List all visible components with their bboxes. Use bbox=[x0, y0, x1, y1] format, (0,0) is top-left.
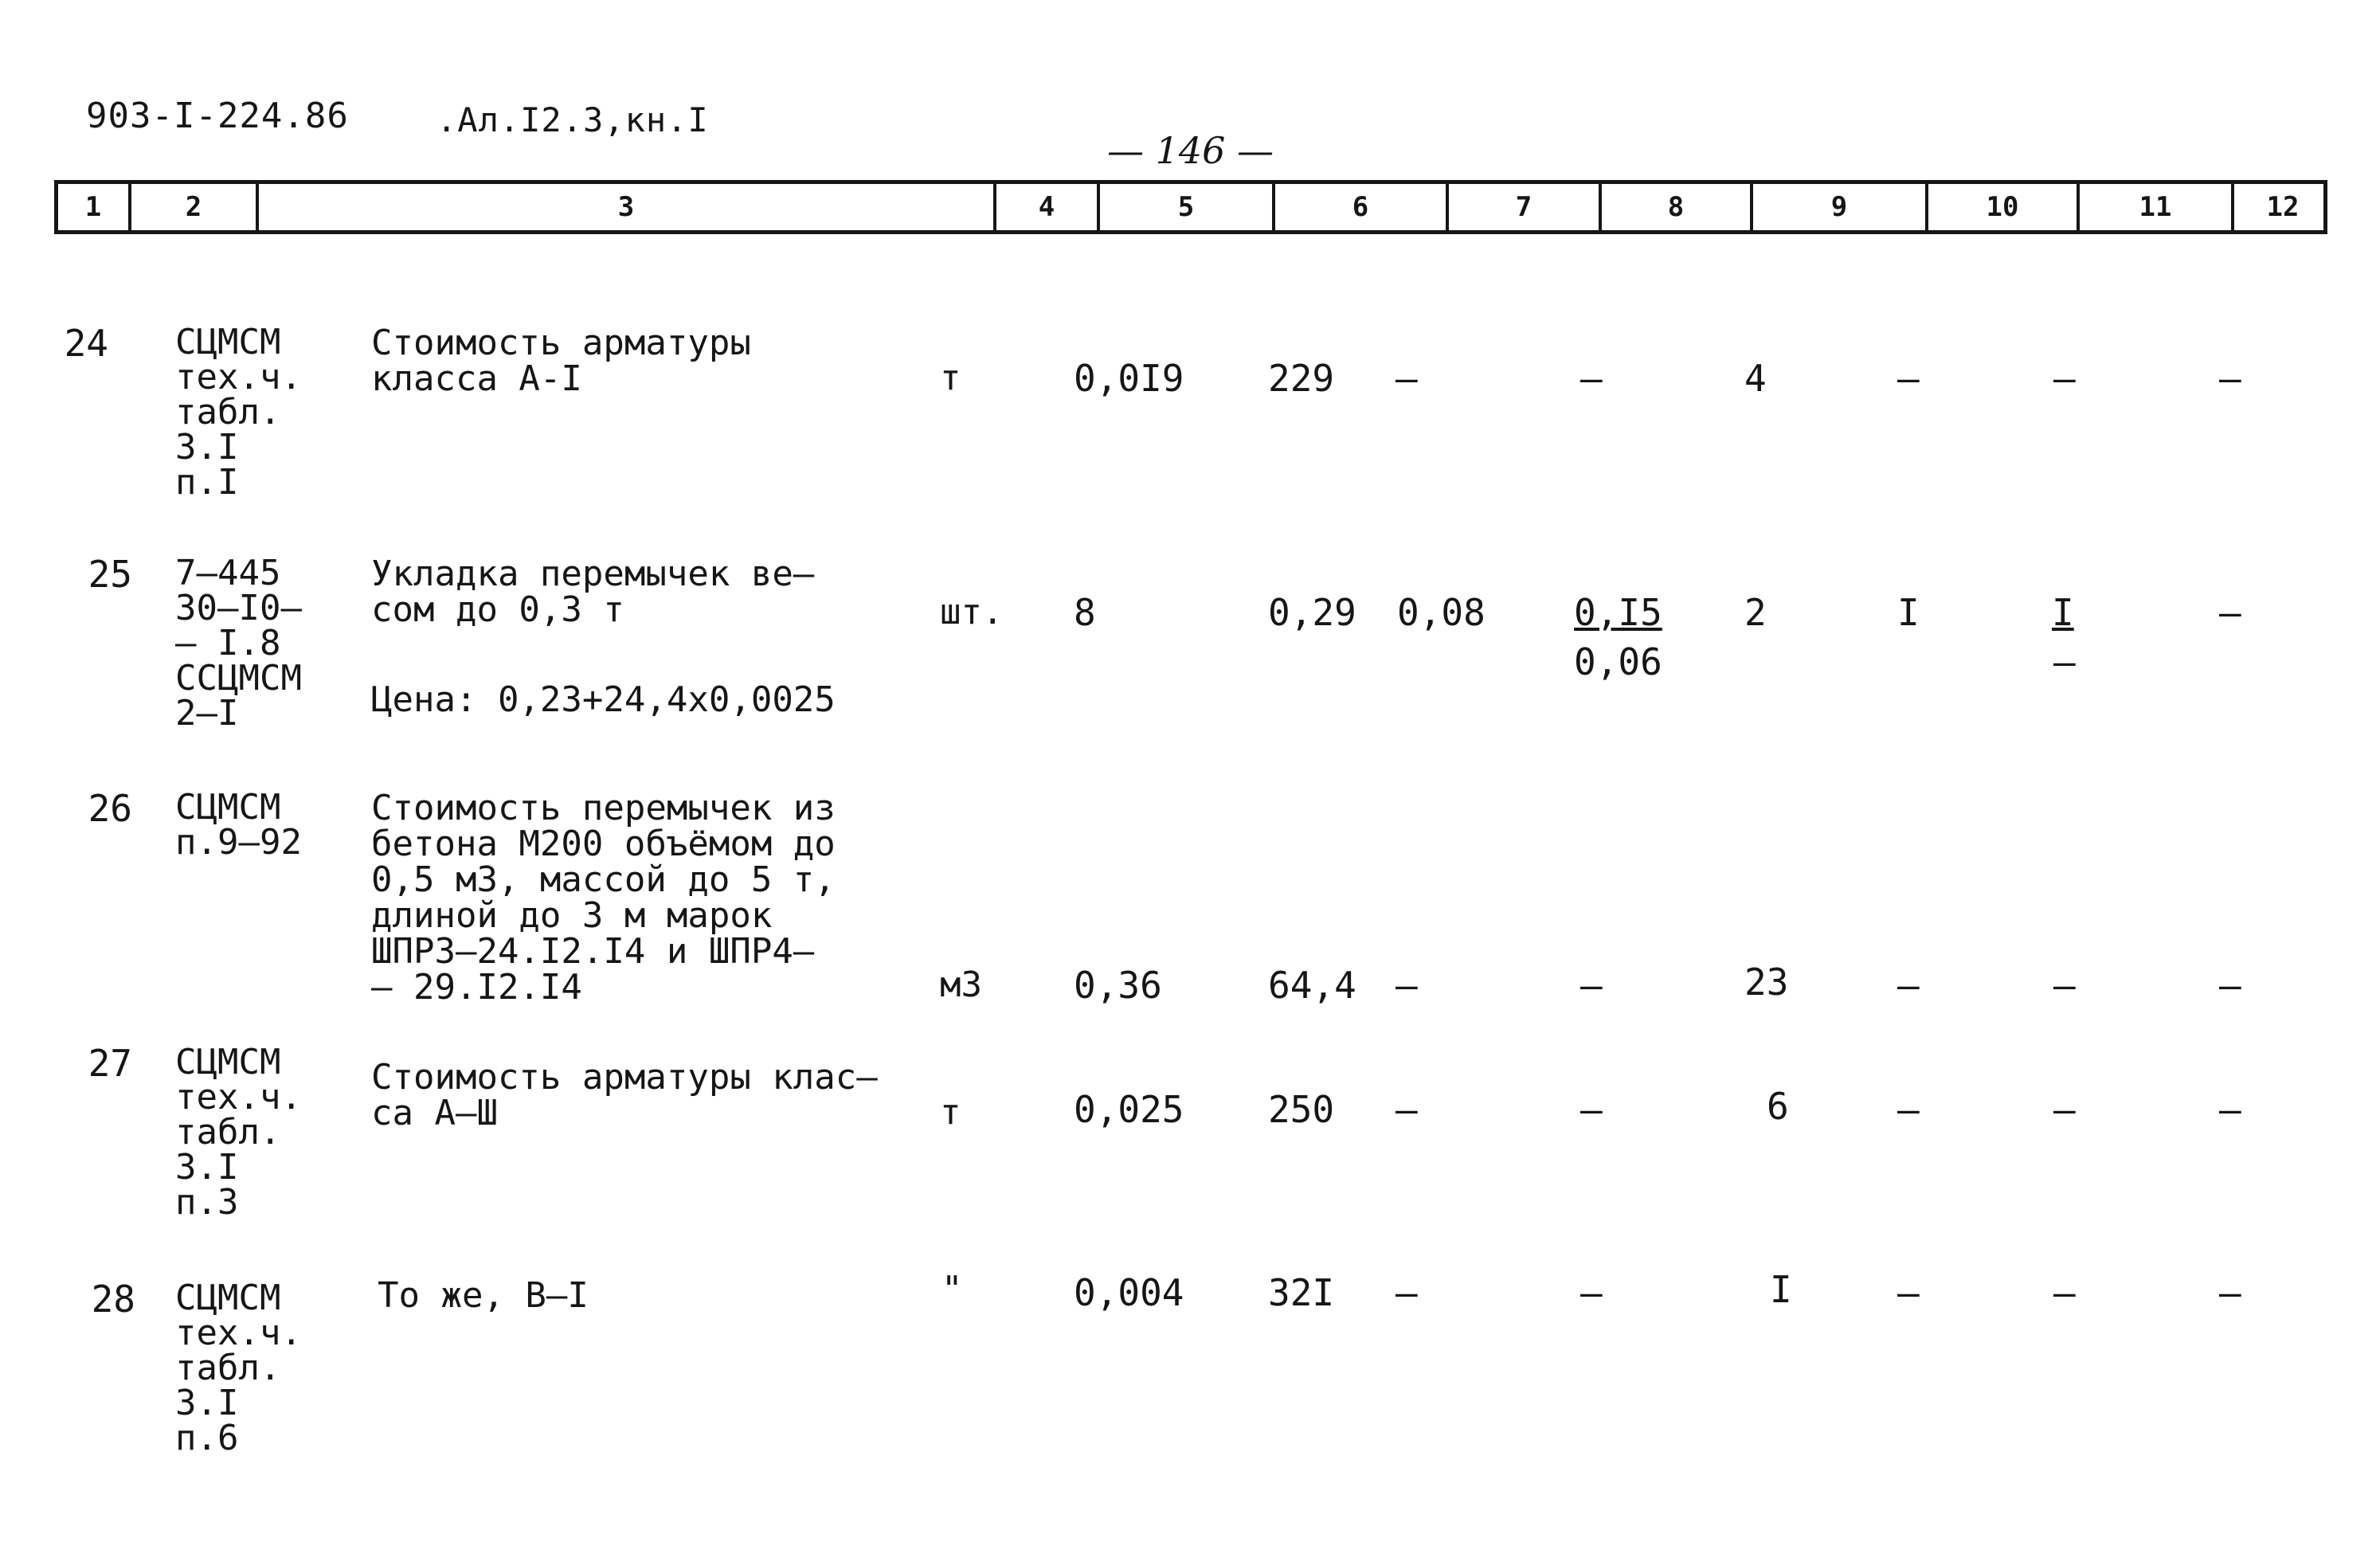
col-header-12: 12 bbox=[2266, 191, 2300, 223]
row-col7: – bbox=[1396, 357, 1418, 400]
row-col6: 64,4 bbox=[1268, 964, 1356, 1007]
doc-code: 903-I-224.86 bbox=[86, 96, 349, 136]
col-header-6: 6 bbox=[1275, 184, 1449, 230]
row-col12: – bbox=[2219, 1271, 2241, 1314]
row-col8: – bbox=[1580, 964, 1603, 1007]
row-unit: т bbox=[940, 1092, 961, 1133]
row-description: Стоимость арматуры класса А-I bbox=[371, 323, 751, 399]
col-header-2: 2 bbox=[131, 184, 259, 230]
row-code: СЦМСМ п.9–92 bbox=[175, 787, 302, 863]
row-col8: 0,I5 bbox=[1574, 591, 1662, 634]
row-number: 27 bbox=[88, 1042, 132, 1085]
row-unit: м3 bbox=[940, 965, 982, 1005]
row-col6: 0,29 bbox=[1268, 591, 1356, 634]
row-col6: 32I bbox=[1268, 1271, 1335, 1314]
row-number: 24 bbox=[64, 322, 108, 365]
row-price-note: Цена: 0,23+24,4х0,0025 bbox=[371, 679, 836, 720]
row-unit: " bbox=[941, 1269, 963, 1309]
row-description: Укладка перемычек ве– сом до 0,3 т bbox=[371, 554, 815, 630]
row-col8: – bbox=[1580, 1088, 1603, 1131]
row-col10: – bbox=[1897, 964, 1920, 1007]
row-col11: – bbox=[2053, 357, 2076, 400]
row-col9: I bbox=[1770, 1268, 1792, 1311]
column-header-row bbox=[54, 180, 2327, 234]
row-col7: – bbox=[1396, 1088, 1418, 1131]
row-col9: 6 bbox=[1767, 1085, 1789, 1128]
row-col10: – bbox=[1897, 1088, 1920, 1131]
row-description: Стоимость арматуры клас– са А–Ш bbox=[371, 1057, 878, 1133]
row-number: 25 bbox=[88, 553, 132, 596]
row-col8: – bbox=[1580, 1271, 1603, 1314]
col-header-1: 1 bbox=[58, 184, 131, 230]
row-col5: 8 bbox=[1074, 591, 1096, 634]
row-unit: т bbox=[940, 358, 961, 398]
row-col7: 0,08 bbox=[1397, 591, 1486, 634]
row-col11-lower: – bbox=[2053, 640, 2076, 683]
col-header-4: 4 bbox=[996, 184, 1100, 230]
row-description: То же, В–I bbox=[378, 1275, 589, 1316]
row-col5: 0,004 bbox=[1074, 1271, 1184, 1314]
row-col7: – bbox=[1396, 1271, 1418, 1314]
col-header-5: 5 bbox=[1100, 184, 1275, 230]
row-col7: – bbox=[1396, 964, 1418, 1007]
page-number: — 146 — bbox=[1107, 129, 1274, 172]
row-number: 28 bbox=[91, 1278, 135, 1321]
doc-reference: .Ал.I2.3,кн.I bbox=[436, 100, 709, 139]
row-col10: – bbox=[1897, 1271, 1920, 1314]
col-header-3: 3 bbox=[259, 184, 996, 230]
row-col9: 23 bbox=[1744, 961, 1789, 1004]
row-col5: 0,36 bbox=[1074, 964, 1162, 1007]
row-col12: – bbox=[2219, 964, 2241, 1007]
row-col10: I bbox=[1897, 591, 1920, 634]
row-col9: 4 bbox=[1744, 357, 1767, 400]
row-code: СЦМСМ тех.ч. табл. 3.I п.3 bbox=[175, 1042, 302, 1223]
row-number: 26 bbox=[88, 787, 132, 830]
row-col12: – bbox=[2219, 1088, 2241, 1131]
row-unit: шт. bbox=[940, 592, 1004, 632]
row-col6: 250 bbox=[1268, 1088, 1335, 1131]
row-code: СЦМСМ тех.ч. табл. 3.I п.I bbox=[175, 322, 302, 503]
row-code: 7–445 30–I0– – I.8 ССЦМСМ 2–I bbox=[175, 553, 302, 734]
row-col11: – bbox=[2053, 1088, 2076, 1131]
col-header-8: 8 bbox=[1602, 184, 1753, 230]
col-header-7: 7 bbox=[1449, 184, 1602, 230]
row-col5: 0,0I9 bbox=[1074, 357, 1184, 400]
row-col11: – bbox=[2053, 964, 2076, 1007]
row-col11: I bbox=[2052, 591, 2074, 634]
row-description: Стоимость перемычек из бетона М200 объёмом до 0,5 м3, массой до 5 т, длиной до 3 м марок ШПР3–24.I2.I4 и ШПР4– – 29.I2.I4 bbox=[371, 788, 836, 1008]
row-col9: 2 bbox=[1744, 591, 1767, 634]
row-col8-lower: 0,06 bbox=[1574, 640, 1662, 683]
row-col12: – bbox=[2219, 591, 2241, 634]
row-col6: 229 bbox=[1268, 357, 1335, 400]
row-code: СЦМСМ тех.ч. табл. 3.I п.6 bbox=[175, 1278, 302, 1458]
row-col12: – bbox=[2219, 357, 2241, 400]
row-col11: – bbox=[2053, 1271, 2076, 1314]
col-header-11: 11 bbox=[2080, 184, 2234, 230]
col-header-9: 9 bbox=[1753, 184, 1928, 230]
row-col10: – bbox=[1897, 357, 1920, 400]
col-header-10: 10 bbox=[1928, 184, 2080, 230]
row-col5: 0,025 bbox=[1074, 1088, 1184, 1131]
row-col8: – bbox=[1580, 357, 1603, 400]
